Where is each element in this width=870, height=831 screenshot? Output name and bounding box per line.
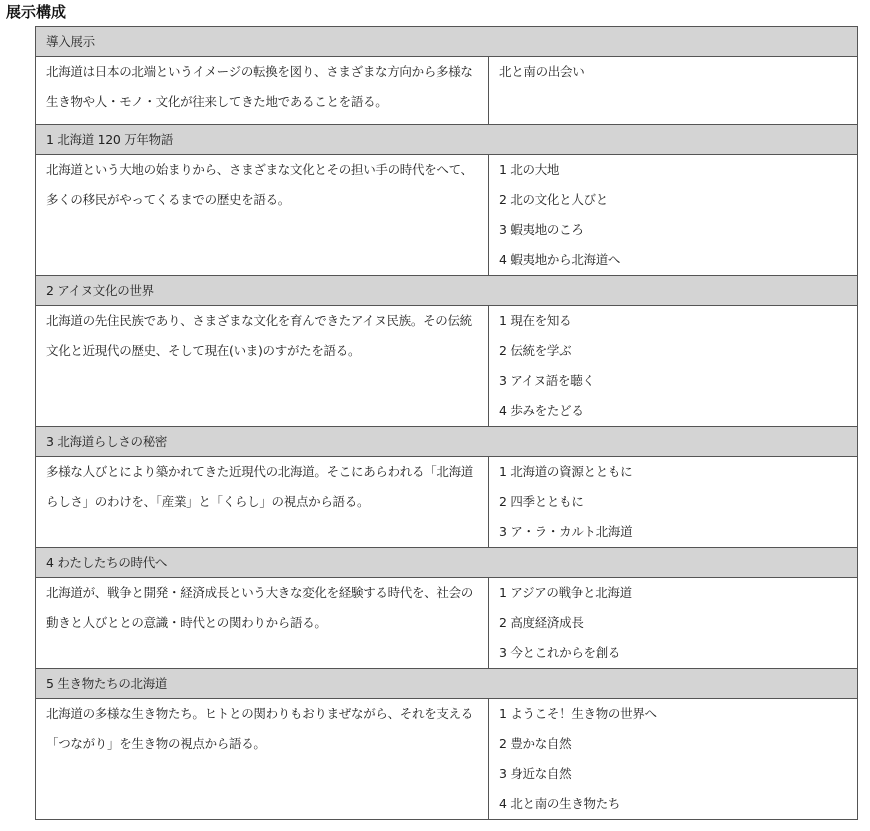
section-header: 2 アイヌ文化の世界 bbox=[36, 276, 858, 306]
section-header-row bbox=[36, 548, 858, 578]
section-header-row bbox=[36, 276, 858, 306]
list-item: 1 ようこそ！生き物の世界へ bbox=[499, 706, 657, 721]
list-item: 3 ア・ラ・カルト北海道 bbox=[499, 524, 633, 539]
exhibit-structure-table bbox=[35, 26, 858, 820]
description-text: 北海道という大地の始まりから、さまざまな文化とその担い手の時代をへて、多くの移民がやってくるまでの歴史を語る。 bbox=[46, 162, 473, 207]
list-item: 2 豊かな自然 bbox=[499, 736, 572, 751]
section-content-row bbox=[36, 155, 858, 276]
list-item: 1 北海道の資源とともに bbox=[499, 464, 633, 479]
description-text: 北海道が、戦争と開発・経済成長という大きな変化を経験する時代を、社会の動きと人びととの意識・時代との関わりから語る。 bbox=[46, 585, 474, 630]
section-header: 1 北海道 120 万年物語 bbox=[36, 125, 858, 155]
section-items bbox=[489, 155, 858, 276]
section-content-row bbox=[36, 57, 858, 125]
list-item: 2 四季とともに bbox=[499, 494, 584, 509]
list-item: 2 伝統を学ぶ bbox=[499, 343, 572, 358]
list-item: 2 北の文化と人びと bbox=[499, 192, 608, 207]
description-text: 北海道の先住民族であり、さまざまな文化を育んできたアイヌ民族。その伝統文化と近現代の歴史、そして現在(いま)のすがたを語る。 bbox=[46, 313, 472, 358]
list-item: 1 北の大地 bbox=[499, 162, 560, 177]
list-item: 3 身近な自然 bbox=[499, 766, 572, 781]
section-items bbox=[489, 306, 858, 427]
list-item: 3 蝦夷地のころ bbox=[499, 222, 584, 237]
description-text: 多様な人びとにより築かれてきた近現代の北海道。そこにあらわれる「北海道らしさ」のわけを、「産業」と「くらし」の視点から語る。 bbox=[46, 464, 474, 509]
list-item: 2 高度経済成長 bbox=[499, 615, 584, 630]
page-title: 展示構成 bbox=[6, 3, 67, 21]
section-header-row bbox=[36, 427, 858, 457]
section-description bbox=[36, 699, 489, 820]
section-description bbox=[36, 578, 489, 669]
list-item: 3 今とこれからを創る bbox=[499, 645, 621, 660]
section-description bbox=[36, 57, 489, 125]
section-content-row bbox=[36, 306, 858, 427]
section-header-row bbox=[36, 669, 858, 699]
section-header-row bbox=[36, 27, 858, 57]
description-text: 北海道は日本の北端というイメージの転換を図り、さまざまな方向から多様な生き物や人・モノ・文化が往来してきた地であることを語る。 bbox=[46, 64, 473, 109]
list-item: 4 蝦夷地から北海道へ bbox=[499, 252, 621, 267]
section-header: 導入展示 bbox=[36, 27, 858, 57]
list-item: 3 アイヌ語を聴く bbox=[499, 373, 595, 388]
table-body bbox=[36, 27, 858, 820]
section-items bbox=[489, 699, 858, 820]
section-content-row bbox=[36, 578, 858, 669]
list-item: 1 アジアの戦争と北海道 bbox=[499, 585, 632, 600]
section-description bbox=[36, 457, 489, 548]
section-content-row bbox=[36, 457, 858, 548]
description-text: 北海道の多様な生き物たち。ヒトとの関わりもおりまぜながら、それを支える「つながり」を生き物の視点から語る。 bbox=[46, 706, 474, 751]
section-description bbox=[36, 306, 489, 427]
list-item: 北と南の出会い bbox=[499, 64, 585, 79]
section-items bbox=[489, 578, 858, 669]
section-items bbox=[489, 57, 858, 125]
list-item: 1 現在を知る bbox=[499, 313, 572, 328]
list-item: 4 北と南の生き物たち bbox=[499, 796, 621, 811]
section-header-row bbox=[36, 125, 858, 155]
section-items bbox=[489, 457, 858, 548]
section-header: 3 北海道らしさの秘密 bbox=[36, 427, 858, 457]
section-content-row bbox=[36, 699, 858, 820]
section-header: 4 わたしたちの時代へ bbox=[36, 548, 858, 578]
section-description bbox=[36, 155, 489, 276]
list-item: 4 歩みをたどる bbox=[499, 403, 584, 418]
section-header: 5 生き物たちの北海道 bbox=[36, 669, 858, 699]
